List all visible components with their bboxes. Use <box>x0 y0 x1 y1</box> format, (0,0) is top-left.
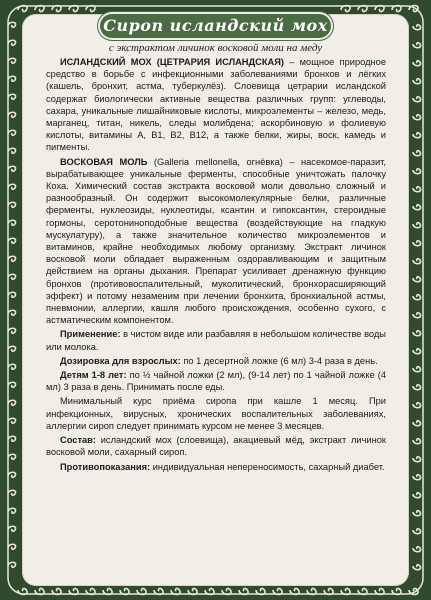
swirl-icon <box>8 166 16 171</box>
swirl-icon <box>8 562 16 567</box>
swirl-icon <box>8 220 16 225</box>
swirl-icon <box>413 151 421 156</box>
swirl-icon <box>8 58 16 63</box>
dosage-adults-label: Дозировка для взрослых: <box>60 355 181 366</box>
swirl-icon <box>8 76 16 81</box>
swirl-icon <box>8 382 16 387</box>
children-paragraph <box>46 369 386 393</box>
moth-paragraph <box>46 156 386 327</box>
swirl-icon <box>413 331 421 336</box>
swirl-icon <box>413 493 421 498</box>
swirl-icon <box>413 547 421 552</box>
swirl-icon <box>413 529 421 534</box>
swirl-icon <box>8 148 16 153</box>
swirl-icon <box>413 277 421 282</box>
swirl-icon <box>413 97 421 102</box>
children-label: Детям 1-8 лет: <box>60 370 127 381</box>
swirl-icon <box>8 22 16 27</box>
swirl-icon <box>8 328 16 333</box>
swirl-icon <box>8 472 16 477</box>
swirl-icon <box>413 79 421 84</box>
dosage-adults-text: по 1 десертной ложке (6 мл) 3-4 раза в день. <box>180 355 378 366</box>
swirl-icon <box>413 313 421 318</box>
usage-text: в чистом виде или разбавляя в небольшом количестве воды или молока. <box>46 329 386 352</box>
swirl-icon <box>413 241 421 246</box>
contra-paragraph <box>46 461 386 473</box>
page-subtitle: с экстрактом личинок восковой моли на меду <box>108 42 323 54</box>
swirl-icon <box>8 112 16 117</box>
moth-text: (Galleria mellonella, огнёвка) – насекомое-паразит, вырабатывающее уникальные ферменты, способные уничтожать палочку Коха. Химический состав экстракта восковой моли довольно сложный и разнообразный. Он содержит высокомолекулярные белки, различные ферменты, нуклеозиды, нуклеотиды, ксантин и гипоксантин, стероидные гормоны, серотониноподобные вещества (воздействующие на гладкую мускулатуру), а также значительное количество микроэлементов и витаминов, крайне необходимых любому организму. Экстракт личинок восковой моли обладает выраженным оздоравливающим и защитным действием на органы дыхания. Препарат усиливает дренажную функцию бронхов (противовоспалительный, муколитический, бронхорасширяющий эффект) и потому незаменим при лечении бронхита, бронхиальной астмы, пневмонии, аллергии, кашля любого происхождения, особенно сухого, с астматическим компонентом. <box>46 156 386 326</box>
usage-paragraph <box>46 328 386 352</box>
swirl-icon <box>413 385 421 390</box>
swirl-icon <box>413 187 421 192</box>
swirl-icon <box>8 202 16 207</box>
children-text: по ½ чайной ложки (2 мл), (9-14 лет) по 1 чайной ложке (4 мл) 3 раза в день. Принимать после еды. <box>46 370 386 393</box>
swirl-icon <box>413 475 421 480</box>
swirl-icon <box>8 454 16 459</box>
swirl-icon <box>413 259 421 264</box>
moth-heading: ВОСКОВАЯ МОЛЬ <box>60 156 148 167</box>
swirl-icon <box>8 310 16 315</box>
swirl-icon <box>8 256 16 261</box>
swirl-icon <box>8 364 16 369</box>
swirl-icon <box>8 544 16 549</box>
swirl-icon <box>413 169 421 174</box>
composition-label: Состав: <box>60 435 96 446</box>
swirl-icon <box>8 418 16 423</box>
swirl-icon <box>413 457 421 462</box>
course-paragraph: Минимальный курс приёма сиропа при кашле 1 месяц. При инфекционных, вирусных, хронических воспалительных заболеваниях, аллергии сироп следует принимать курсом не менее 3 месяцев. <box>46 396 386 431</box>
swirl-icon <box>8 400 16 405</box>
swirl-icon <box>413 439 421 444</box>
swirl-icon <box>8 238 16 243</box>
swirl-icon <box>413 565 421 570</box>
page-title: Сироп исландский мох <box>103 16 328 35</box>
swirl-icon <box>413 25 421 30</box>
intro-paragraph <box>46 56 386 154</box>
intro-text: – мощное природное средство в борьбе с инфекционными заболеваниями бронхов и лёгких (кашель, бронхит, астма, туберкулёз). Слоевища цетрарии исландской содержат биологически активные вещества различных групп: углеводы, сахара, уникальные лишайниковые кислоты, микроэлементы – железо, медь, марганец, титан, никель, следы молибдена; аскорбиновую и фолиевую кислоты, витамины А, В1, В2, В12, а также белки, жиры, воск, камедь и пигменты. <box>46 57 386 153</box>
swirl-icon <box>8 184 16 189</box>
usage-label: Применение: <box>60 329 121 340</box>
contra-label: Противопоказания: <box>60 461 151 472</box>
swirl-icon <box>413 295 421 300</box>
swirl-icon <box>413 133 421 138</box>
description-body <box>46 56 386 475</box>
swirl-icon <box>8 274 16 279</box>
swirl-icon <box>413 421 421 426</box>
swirl-icon <box>413 349 421 354</box>
composition-text: исландский мох (слоевища), акациевый мёд, экстракт личинок восковой моли, сахарный сироп. <box>46 435 386 458</box>
swirl-icon <box>413 115 421 120</box>
swirl-icon <box>8 508 16 513</box>
swirl-icon <box>8 346 16 351</box>
swirl-icon <box>8 292 16 297</box>
swirl-icon <box>8 490 16 495</box>
dosage-adults-paragraph <box>46 355 386 367</box>
swirl-icon <box>413 61 421 66</box>
swirl-icon <box>413 403 421 408</box>
swirl-icon <box>413 367 421 372</box>
title-banner <box>100 14 331 38</box>
swirl-icon <box>8 130 16 135</box>
swirl-icon <box>8 526 16 531</box>
swirl-icon <box>8 94 16 99</box>
swirl-icon <box>413 511 421 516</box>
composition-paragraph <box>46 434 386 458</box>
swirl-icon <box>413 205 421 210</box>
swirl-icon <box>413 223 421 228</box>
intro-heading: ИСЛАНДСКИЙ МОХ (ЦЕТРАРИЯ ИСЛАНДСКАЯ) <box>60 57 285 67</box>
contra-text: индивидуальная непереносимость, сахарный диабет. <box>150 461 385 472</box>
swirl-icon <box>8 436 16 441</box>
